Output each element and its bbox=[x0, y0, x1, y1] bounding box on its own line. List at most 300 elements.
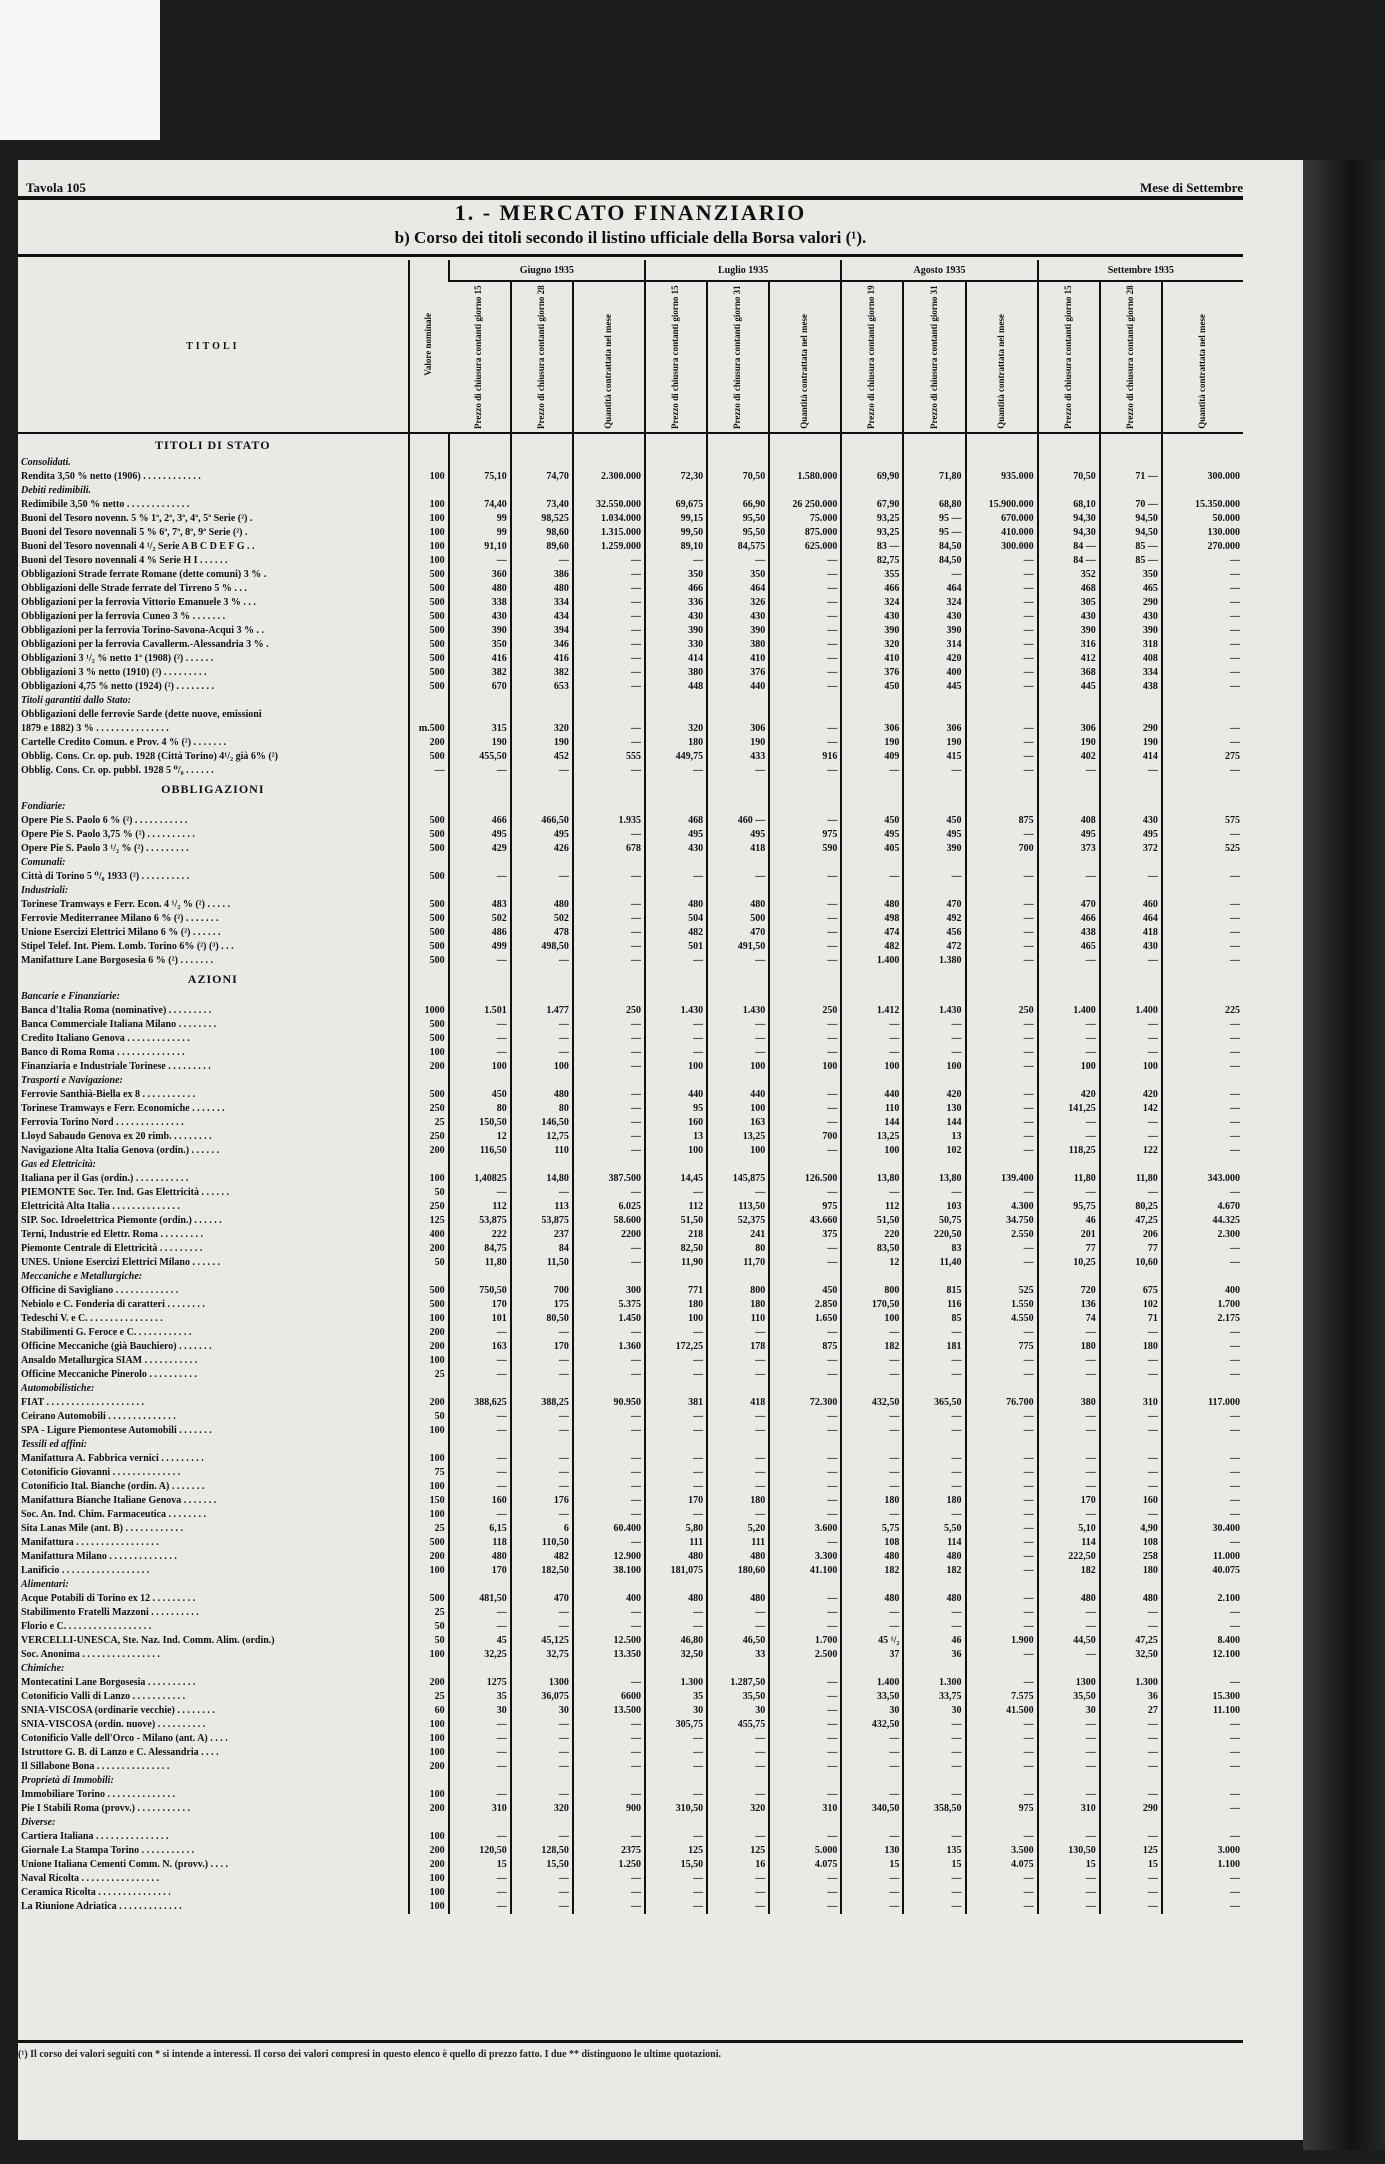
nominal-value-cell: 250 bbox=[409, 1200, 449, 1214]
table-row bbox=[18, 666, 1243, 680]
empty-cell bbox=[511, 1578, 573, 1592]
empty-cell bbox=[1162, 968, 1243, 990]
nominal-value-cell: 100 bbox=[409, 1354, 449, 1368]
nominal-value-cell: 500 bbox=[409, 1032, 449, 1046]
price-cell: — bbox=[707, 1480, 769, 1494]
price-cell: — bbox=[449, 1326, 511, 1340]
price-cell: — bbox=[1162, 568, 1243, 582]
table-row bbox=[18, 940, 1243, 954]
price-cell: 412 bbox=[1038, 652, 1100, 666]
empty-cell bbox=[573, 694, 645, 708]
price-cell: — bbox=[966, 870, 1038, 884]
nominal-value-cell: 100 bbox=[409, 1900, 449, 1914]
group-row bbox=[18, 1382, 1243, 1396]
price-cell: 46 bbox=[903, 1634, 965, 1648]
price-cell: 916 bbox=[769, 750, 841, 764]
section-label: TITOLI DI STATO bbox=[155, 438, 271, 452]
table-row bbox=[18, 1004, 1243, 1018]
price-cell: — bbox=[573, 954, 645, 968]
price-cell: 222,50 bbox=[1038, 1550, 1100, 1564]
security-name: Lloyd Sabaudo Genova ex 20 rimb. . . . . . . . . bbox=[21, 1131, 212, 1142]
price-cell: 250 bbox=[966, 1004, 1038, 1018]
price-cell: 35 bbox=[449, 1690, 511, 1704]
price-cell: — bbox=[449, 1046, 511, 1060]
price-cell: 125 bbox=[707, 1844, 769, 1858]
price-cell: 1.287,50 bbox=[707, 1676, 769, 1690]
price-cell: 410 bbox=[707, 652, 769, 666]
price-cell: — bbox=[903, 1480, 965, 1494]
price-cell: 75,10 bbox=[449, 470, 511, 484]
price-cell: 460 — bbox=[707, 814, 769, 828]
security-name: Obbligazioni delle Strade ferrate del Tirreno 5 % . . . bbox=[21, 583, 247, 594]
price-cell: 113,50 bbox=[707, 1200, 769, 1214]
empty-cell bbox=[841, 968, 903, 990]
price-cell: 388,625 bbox=[449, 1396, 511, 1410]
price-cell: — bbox=[1038, 1886, 1100, 1900]
price-cell: — bbox=[841, 1326, 903, 1340]
empty-cell bbox=[449, 433, 511, 456]
empty-cell bbox=[1100, 456, 1162, 470]
price-cell: — bbox=[573, 912, 645, 926]
empty-cell bbox=[1162, 1578, 1243, 1592]
price-cell bbox=[1100, 708, 1162, 722]
price-cell: — bbox=[707, 1732, 769, 1746]
nominal-value-cell: 100 bbox=[409, 1648, 449, 1662]
price-cell: 80 bbox=[707, 1242, 769, 1256]
price-cell: — bbox=[1162, 1480, 1243, 1494]
price-cell: 12 bbox=[449, 1130, 511, 1144]
price-cell: — bbox=[573, 652, 645, 666]
price-cell: — bbox=[903, 1830, 965, 1844]
group-row bbox=[18, 1578, 1243, 1592]
price-cell: — bbox=[707, 764, 769, 778]
empty-cell bbox=[1038, 1074, 1100, 1088]
empty-cell bbox=[966, 1074, 1038, 1088]
nominal-value-cell: 75 bbox=[409, 1466, 449, 1480]
security-name: Manifattura A. Fabbrica vernici . . . . . . . . . bbox=[21, 1453, 204, 1464]
price-cell: — bbox=[769, 1704, 841, 1718]
price-cell: 316 bbox=[1038, 638, 1100, 652]
price-cell: 486 bbox=[449, 926, 511, 940]
security-name: Obblig. Cons. Cr. op. pub. 1928 (Città Torino) 4¹/₂ già 6% (²) bbox=[21, 751, 279, 762]
price-cell: 11.100 bbox=[1162, 1704, 1243, 1718]
empty-cell bbox=[449, 1774, 511, 1788]
price-cell: 373 bbox=[1038, 842, 1100, 856]
price-cell: — bbox=[645, 1620, 707, 1634]
group-label: Meccaniche e Metallurgiche: bbox=[21, 1271, 143, 1282]
price-cell: 420 bbox=[903, 1088, 965, 1102]
nominal-value-cell: 25 bbox=[409, 1116, 449, 1130]
price-cell: — bbox=[511, 1032, 573, 1046]
price-cell: 15 bbox=[1038, 1858, 1100, 1872]
price-cell: — bbox=[573, 926, 645, 940]
price-cell: 481,50 bbox=[449, 1592, 511, 1606]
price-cell: 33 bbox=[707, 1648, 769, 1662]
price-cell: 875 bbox=[769, 1340, 841, 1354]
group-row bbox=[18, 990, 1243, 1004]
price-cell: — bbox=[645, 764, 707, 778]
price-cell: 3.300 bbox=[769, 1550, 841, 1564]
price-cell: — bbox=[769, 898, 841, 912]
price-cell: 180 bbox=[903, 1494, 965, 1508]
price-cell: 4.670 bbox=[1162, 1200, 1243, 1214]
empty-cell bbox=[769, 1158, 841, 1172]
price-cell: — bbox=[645, 1480, 707, 1494]
group-row bbox=[18, 1158, 1243, 1172]
table-row bbox=[18, 554, 1243, 568]
empty-cell bbox=[1038, 990, 1100, 1004]
price-cell: — bbox=[449, 1830, 511, 1844]
price-cell: 35 bbox=[645, 1690, 707, 1704]
price-cell: 5.000 bbox=[769, 1844, 841, 1858]
table-row bbox=[18, 722, 1243, 736]
empty-cell bbox=[573, 484, 645, 498]
month-header: Settembre 1935 bbox=[1038, 260, 1243, 281]
price-cell: — bbox=[573, 1746, 645, 1760]
price-cell: 390 bbox=[1100, 624, 1162, 638]
empty-cell bbox=[511, 1382, 573, 1396]
price-cell: 1.100 bbox=[1162, 1858, 1243, 1872]
nominal-value-cell: 100 bbox=[409, 526, 449, 540]
empty-cell bbox=[1162, 484, 1243, 498]
price-cell: — bbox=[769, 814, 841, 828]
price-cell: — bbox=[769, 870, 841, 884]
nominal-value-cell: 100 bbox=[409, 1746, 449, 1760]
price-cell: — bbox=[707, 870, 769, 884]
price-cell: — bbox=[707, 1606, 769, 1620]
price-cell: — bbox=[769, 1732, 841, 1746]
price-cell: 103 bbox=[903, 1200, 965, 1214]
price-cell: — bbox=[573, 1620, 645, 1634]
price-cell: — bbox=[645, 1886, 707, 1900]
price-cell: — bbox=[769, 736, 841, 750]
table-body bbox=[18, 433, 1243, 1914]
security-name: Unione Esercizi Elettrici Milano 6 % (²) . . . . . . bbox=[21, 927, 221, 938]
price-cell: 44,50 bbox=[1038, 1634, 1100, 1648]
price-cell: 670 bbox=[449, 680, 511, 694]
price-cell: — bbox=[1038, 1410, 1100, 1424]
price-cell: 60.400 bbox=[573, 1522, 645, 1536]
empty-cell bbox=[645, 1578, 707, 1592]
price-cell: — bbox=[1100, 1046, 1162, 1060]
price-cell: — bbox=[1162, 1060, 1243, 1074]
price-cell: — bbox=[1162, 1116, 1243, 1130]
price-cell: — bbox=[769, 1480, 841, 1494]
empty-cell bbox=[409, 484, 449, 498]
price-cell: 190 bbox=[1038, 736, 1100, 750]
price-cell: — bbox=[966, 596, 1038, 610]
price-cell: — bbox=[769, 1466, 841, 1480]
empty-cell bbox=[1100, 433, 1162, 456]
price-cell: 5,20 bbox=[707, 1522, 769, 1536]
empty-cell bbox=[645, 884, 707, 898]
security-name: SPA - Ligure Piemontese Automobili . . . . . . . bbox=[21, 1425, 212, 1436]
price-cell: — bbox=[449, 1368, 511, 1382]
price-cell: — bbox=[1038, 1452, 1100, 1466]
price-cell: 480 bbox=[1100, 1592, 1162, 1606]
price-cell: — bbox=[511, 954, 573, 968]
table-row bbox=[18, 708, 1243, 722]
empty-cell bbox=[769, 884, 841, 898]
price-cell: 4.075 bbox=[769, 1858, 841, 1872]
price-cell: — bbox=[1162, 1186, 1243, 1200]
sub-header: Quantità contrattata nel mese bbox=[573, 281, 645, 433]
month-label: Mese di Settembre bbox=[1139, 180, 1243, 195]
price-cell: 480 bbox=[511, 898, 573, 912]
nominal-value-cell: 100 bbox=[409, 1788, 449, 1802]
price-cell: — bbox=[769, 1186, 841, 1200]
price-cell: 225 bbox=[1162, 1004, 1243, 1018]
price-cell: 93,25 bbox=[841, 526, 903, 540]
table-row bbox=[18, 1676, 1243, 1690]
price-cell: 429 bbox=[449, 842, 511, 856]
price-cell: 30 bbox=[903, 1704, 965, 1718]
table-row bbox=[18, 1242, 1243, 1256]
table-row bbox=[18, 582, 1243, 596]
price-cell: 14,80 bbox=[511, 1172, 573, 1186]
empty-cell bbox=[511, 1270, 573, 1284]
empty-cell bbox=[1100, 1774, 1162, 1788]
price-cell: 181 bbox=[903, 1340, 965, 1354]
group-row bbox=[18, 1438, 1243, 1452]
price-cell: 2.500 bbox=[769, 1648, 841, 1662]
price-cell bbox=[707, 708, 769, 722]
price-cell: 975 bbox=[769, 1200, 841, 1214]
price-cell: 270.000 bbox=[1162, 540, 1243, 554]
empty-cell bbox=[1162, 1382, 1243, 1396]
security-name: FIAT . . . . . . . . . . . . . . . . . . . . bbox=[21, 1397, 144, 1408]
price-cell: 470 bbox=[903, 898, 965, 912]
price-cell: 190 bbox=[1100, 736, 1162, 750]
price-cell: 35,50 bbox=[707, 1690, 769, 1704]
price-cell: 182 bbox=[903, 1564, 965, 1578]
security-name: Lanificio . . . . . . . . . . . . . . . . . . bbox=[21, 1565, 150, 1576]
price-cell: — bbox=[1162, 1354, 1243, 1368]
empty-cell bbox=[769, 456, 841, 470]
empty-cell bbox=[841, 884, 903, 898]
price-cell: 474 bbox=[841, 926, 903, 940]
empty-cell bbox=[966, 1438, 1038, 1452]
price-cell: — bbox=[1162, 1886, 1243, 1900]
empty-cell bbox=[707, 1270, 769, 1284]
price-cell: — bbox=[1162, 1410, 1243, 1424]
nominal-value-cell: 500 bbox=[409, 680, 449, 694]
price-cell: 290 bbox=[1100, 1802, 1162, 1816]
empty-cell bbox=[707, 800, 769, 814]
price-cell: — bbox=[645, 1452, 707, 1466]
price-cell: — bbox=[573, 828, 645, 842]
price-cell: 122 bbox=[1100, 1144, 1162, 1158]
price-cell: 142 bbox=[1100, 1102, 1162, 1116]
price-cell: 108 bbox=[841, 1536, 903, 1550]
price-cell: 108 bbox=[1100, 1536, 1162, 1550]
price-cell: — bbox=[841, 1830, 903, 1844]
price-cell: — bbox=[1100, 1466, 1162, 1480]
price-cell: 6 bbox=[511, 1522, 573, 1536]
price-cell: 130 bbox=[903, 1102, 965, 1116]
price-cell: 472 bbox=[903, 940, 965, 954]
security-name: Obbligazioni per la ferrovia Torino-Savona-Acqui 3 % . . bbox=[21, 625, 264, 636]
price-cell: — bbox=[573, 1452, 645, 1466]
table-row bbox=[18, 1886, 1243, 1900]
table-row bbox=[18, 596, 1243, 610]
price-cell: 495 bbox=[645, 828, 707, 842]
price-cell: 36,075 bbox=[511, 1690, 573, 1704]
security-name: Terni, Industrie ed Elettr. Roma . . . . . . . . . bbox=[21, 1229, 204, 1240]
empty-cell bbox=[1162, 778, 1243, 800]
price-cell: — bbox=[769, 764, 841, 778]
empty-cell bbox=[707, 1074, 769, 1088]
price-cell: — bbox=[769, 1424, 841, 1438]
price-cell: — bbox=[707, 1746, 769, 1760]
price-cell: 70,50 bbox=[707, 470, 769, 484]
price-cell: 3.600 bbox=[769, 1522, 841, 1536]
price-cell: — bbox=[966, 1760, 1038, 1774]
empty-cell bbox=[707, 1816, 769, 1830]
price-cell: 495 bbox=[841, 828, 903, 842]
empty-cell bbox=[903, 1158, 965, 1172]
price-cell: — bbox=[511, 1746, 573, 1760]
price-cell: 432,50 bbox=[841, 1396, 903, 1410]
security-name: Opere Pie S. Paolo 3,75 % (²) . . . . . . . . . . bbox=[21, 829, 195, 840]
price-cell: 180 bbox=[1038, 1340, 1100, 1354]
price-cell: — bbox=[449, 1032, 511, 1046]
price-cell: 465 bbox=[1100, 582, 1162, 596]
price-cell: — bbox=[1038, 1746, 1100, 1760]
price-cell: — bbox=[645, 870, 707, 884]
month-header: Giugno 1935 bbox=[449, 260, 645, 281]
price-cell: 800 bbox=[707, 1284, 769, 1298]
empty-cell bbox=[573, 1816, 645, 1830]
table-row bbox=[18, 1746, 1243, 1760]
security-name: UNES. Unione Esercizi Elettrici Milano . . . . . . bbox=[21, 1257, 220, 1268]
price-cell: 72,30 bbox=[645, 470, 707, 484]
price-cell: 482 bbox=[511, 1550, 573, 1564]
price-cell: 80 bbox=[449, 1102, 511, 1116]
price-cell: 1.250 bbox=[573, 1858, 645, 1872]
price-cell: 71 — bbox=[1100, 470, 1162, 484]
price-cell: 11.000 bbox=[1162, 1550, 1243, 1564]
price-cell: — bbox=[1038, 1830, 1100, 1844]
price-cell: — bbox=[645, 1606, 707, 1620]
price-cell: — bbox=[1100, 954, 1162, 968]
table-row bbox=[18, 1200, 1243, 1214]
security-name: Banca Commerciale Italiana Milano . . . . . . . . bbox=[21, 1019, 217, 1030]
price-cell: 502 bbox=[511, 912, 573, 926]
price-cell: 89,10 bbox=[645, 540, 707, 554]
security-name: Naval Ricolta . . . . . . . . . . . . . . . . bbox=[21, 1873, 160, 1884]
table-row bbox=[18, 1648, 1243, 1662]
price-cell: — bbox=[511, 1466, 573, 1480]
price-cell: 14,45 bbox=[645, 1172, 707, 1186]
empty-cell bbox=[707, 990, 769, 1004]
price-cell: — bbox=[1162, 870, 1243, 884]
price-cell: 318 bbox=[1100, 638, 1162, 652]
price-cell: — bbox=[1100, 1620, 1162, 1634]
price-cell: 100 bbox=[511, 1060, 573, 1074]
empty-cell bbox=[903, 856, 965, 870]
price-cell: — bbox=[449, 1508, 511, 1522]
price-cell: — bbox=[1100, 1900, 1162, 1914]
security-name: Stipel Telef. Int. Piem. Lomb. Torino 6% (²) (³) . . . bbox=[21, 941, 234, 952]
security-name: Opere Pie S. Paolo 6 % (²) . . . . . . . . . . . bbox=[21, 815, 188, 826]
price-cell: — bbox=[449, 1900, 511, 1914]
table-row bbox=[18, 1284, 1243, 1298]
price-cell: — bbox=[966, 1354, 1038, 1368]
price-cell: 410.000 bbox=[966, 526, 1038, 540]
price-cell: 310 bbox=[1038, 1802, 1100, 1816]
table-row bbox=[18, 540, 1243, 554]
empty-cell bbox=[1100, 990, 1162, 1004]
price-cell: — bbox=[966, 680, 1038, 694]
price-cell: — bbox=[707, 1886, 769, 1900]
price-cell: — bbox=[511, 1046, 573, 1060]
price-cell: 400 bbox=[1162, 1284, 1243, 1298]
price-cell: 394 bbox=[511, 624, 573, 638]
price-cell: 438 bbox=[1038, 926, 1100, 940]
price-cell: — bbox=[1038, 1368, 1100, 1382]
empty-cell bbox=[449, 694, 511, 708]
nominal-value-cell: 500 bbox=[409, 870, 449, 884]
security-name: Ferrovia Torino Nord . . . . . . . . . . . . . . bbox=[21, 1117, 184, 1128]
price-cell: — bbox=[1100, 1018, 1162, 1032]
price-cell: 800 bbox=[841, 1284, 903, 1298]
price-cell: — bbox=[449, 1746, 511, 1760]
nominal-value-cell: 500 bbox=[409, 666, 449, 680]
price-cell: — bbox=[903, 1410, 965, 1424]
sub-header: Prezzo di chiusura contanti giorno 28 bbox=[511, 281, 573, 433]
price-cell: 112 bbox=[645, 1200, 707, 1214]
nominal-value-cell: 500 bbox=[409, 638, 449, 652]
table-row bbox=[18, 1718, 1243, 1732]
price-cell: — bbox=[769, 1256, 841, 1270]
price-cell: 102 bbox=[903, 1144, 965, 1158]
price-cell: — bbox=[841, 1018, 903, 1032]
empty-cell bbox=[449, 456, 511, 470]
price-cell: — bbox=[573, 1256, 645, 1270]
price-cell: 430 bbox=[1100, 610, 1162, 624]
price-cell: — bbox=[903, 1508, 965, 1522]
price-cell: 525 bbox=[1162, 842, 1243, 856]
price-cell: 118,25 bbox=[1038, 1144, 1100, 1158]
price-cell: 27 bbox=[1100, 1704, 1162, 1718]
security-name: Soc. Anonima . . . . . . . . . . . . . . . . bbox=[21, 1649, 160, 1660]
security-name: Stabilimento Fratelli Mazzoni . . . . . . . . . . bbox=[21, 1607, 199, 1618]
nominal-value-cell: 50 bbox=[409, 1410, 449, 1424]
price-cell: 113 bbox=[511, 1200, 573, 1214]
group-label: Titoli garantiti dallo Stato: bbox=[21, 695, 131, 706]
price-cell: 180 bbox=[645, 736, 707, 750]
price-cell: — bbox=[769, 1760, 841, 1774]
security-name: Manifatture Lane Borgosesia 6 % (²) . . . . . . . bbox=[21, 955, 213, 966]
empty-cell bbox=[707, 694, 769, 708]
price-cell: — bbox=[449, 1732, 511, 1746]
security-name: Montecatini Lane Borgosesia . . . . . . . . . . bbox=[21, 1677, 196, 1688]
scan-corner bbox=[0, 0, 160, 140]
empty-cell bbox=[841, 1662, 903, 1676]
empty-cell bbox=[511, 1158, 573, 1172]
nominal-value-header: Valore nominale bbox=[409, 260, 449, 433]
price-cell: 432,50 bbox=[841, 1718, 903, 1732]
price-cell: — bbox=[511, 1354, 573, 1368]
table-row bbox=[18, 926, 1243, 940]
price-cell: — bbox=[1038, 1354, 1100, 1368]
price-cell: 190 bbox=[841, 736, 903, 750]
security-name: Torinese Tramways e Ferr. Economiche . . . . . . . bbox=[21, 1103, 225, 1114]
empty-cell bbox=[1038, 1438, 1100, 1452]
price-cell: 160 bbox=[1100, 1494, 1162, 1508]
price-cell: 98,60 bbox=[511, 526, 573, 540]
